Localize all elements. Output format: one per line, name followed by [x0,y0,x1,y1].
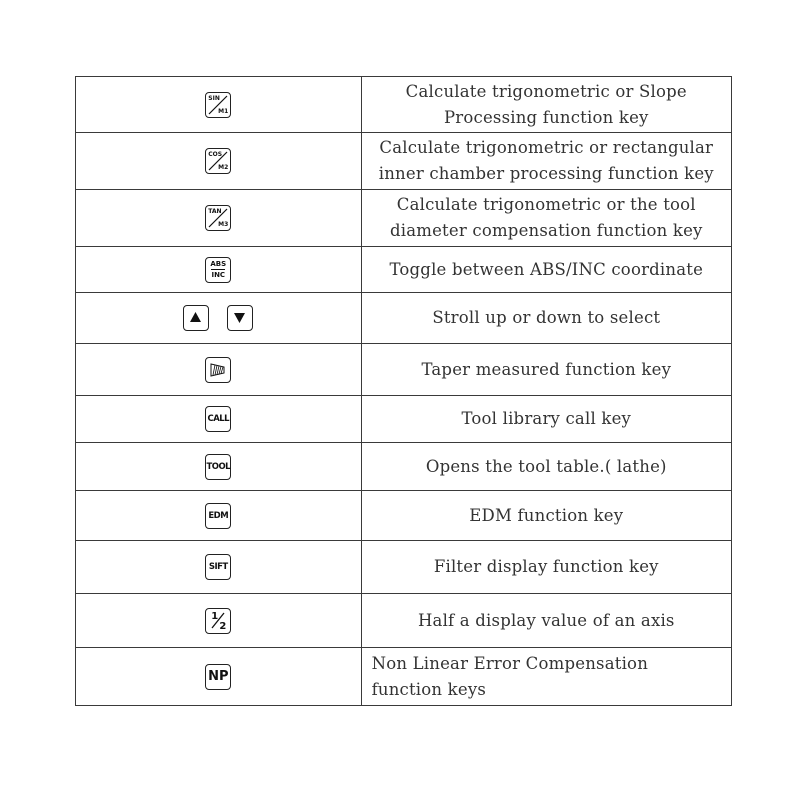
np-key: NP [205,664,231,690]
up-arrow-key [183,305,209,331]
table-row [76,190,732,247]
description-cell [362,77,732,132]
description-cell [362,594,732,647]
key-cell [76,247,362,292]
description-cell [362,247,732,292]
key-cell [76,190,362,246]
table-row [76,443,732,491]
description-cell [362,648,732,705]
description-line: Taper measured function key [421,359,672,379]
key-cell [76,344,362,395]
tan-m3-key [205,205,231,231]
key-top-label: SIN [208,94,220,102]
down-arrow-key [227,305,253,331]
key-bottom-label: M3 [218,221,229,228]
key-cell [76,541,362,593]
call-key: CALL [205,406,231,432]
key-cell [76,594,362,647]
abs-inc-fraction [210,260,226,279]
key-bottom-label: M1 [218,107,229,115]
table-row [76,133,732,190]
description-line: Non Linear Error Compensation [371,653,649,673]
description-cell [362,190,732,246]
description-cell [362,491,732,540]
half-key [205,608,231,634]
tool-key: TOOL [205,454,231,480]
description-line: Toggle between ABS/INC coordinate [389,259,704,279]
description-cell [362,293,732,343]
key-top-label: ABS [210,259,227,268]
cos-m2-key [205,148,231,174]
key-top-label: TAN [208,208,222,215]
triangle-down-icon [228,306,251,329]
description-cell [362,344,732,395]
sift-key: SIFT [205,554,231,580]
edm-key: EDM [205,503,231,529]
table-row [76,293,732,344]
key-cell [76,77,362,132]
sin-m1-key [205,92,231,118]
description-cell [362,396,732,442]
description-line: Half a display value of an axis [417,610,675,630]
description-line: Filter display function key [433,557,659,576]
key-cell [76,491,362,540]
description-line: Calculate trigonometric or Slope [405,81,687,101]
table-row [76,491,732,541]
description-line: Processing function key [443,107,649,127]
fraction-bar [211,269,225,270]
triangle-up-icon [184,306,207,329]
description-cell [362,133,732,189]
description-line: function keys [371,679,487,699]
key-bottom-label: 2 [219,620,227,632]
key-cell [76,443,362,490]
table-row [76,396,732,443]
taper-key [205,357,231,383]
key-top-label: COS [208,151,223,158]
function-key-table [75,76,732,706]
description-line: Stroll up or down to select [432,308,661,327]
table-row [76,541,732,594]
description-line: Calculate trigonometric or rectangular [379,138,714,157]
description-line: Tool library call key [461,409,632,428]
key-cell [76,648,362,705]
table-row [76,648,732,706]
key-cell [76,133,362,189]
abs-inc-key [205,257,231,283]
table-row [76,344,732,396]
description-line: Calculate trigonometric or the tool [396,195,696,214]
description-line: inner chamber processing function key [378,164,714,183]
key-bottom-label: INC [211,271,226,280]
table-row [76,594,732,648]
table-row [76,247,732,293]
key-top-label: 1 [211,610,219,622]
description-line: Opens the tool table.( lathe) [425,456,667,476]
table-row [76,77,732,133]
taper-icon [206,358,229,381]
description-line: diameter compensation function key [389,221,703,240]
description-cell [362,541,732,593]
key-cell [76,396,362,442]
description-cell [362,443,732,490]
key-cell [76,293,362,343]
key-bottom-label: M2 [218,164,229,171]
description-line: EDM function key [469,505,624,525]
